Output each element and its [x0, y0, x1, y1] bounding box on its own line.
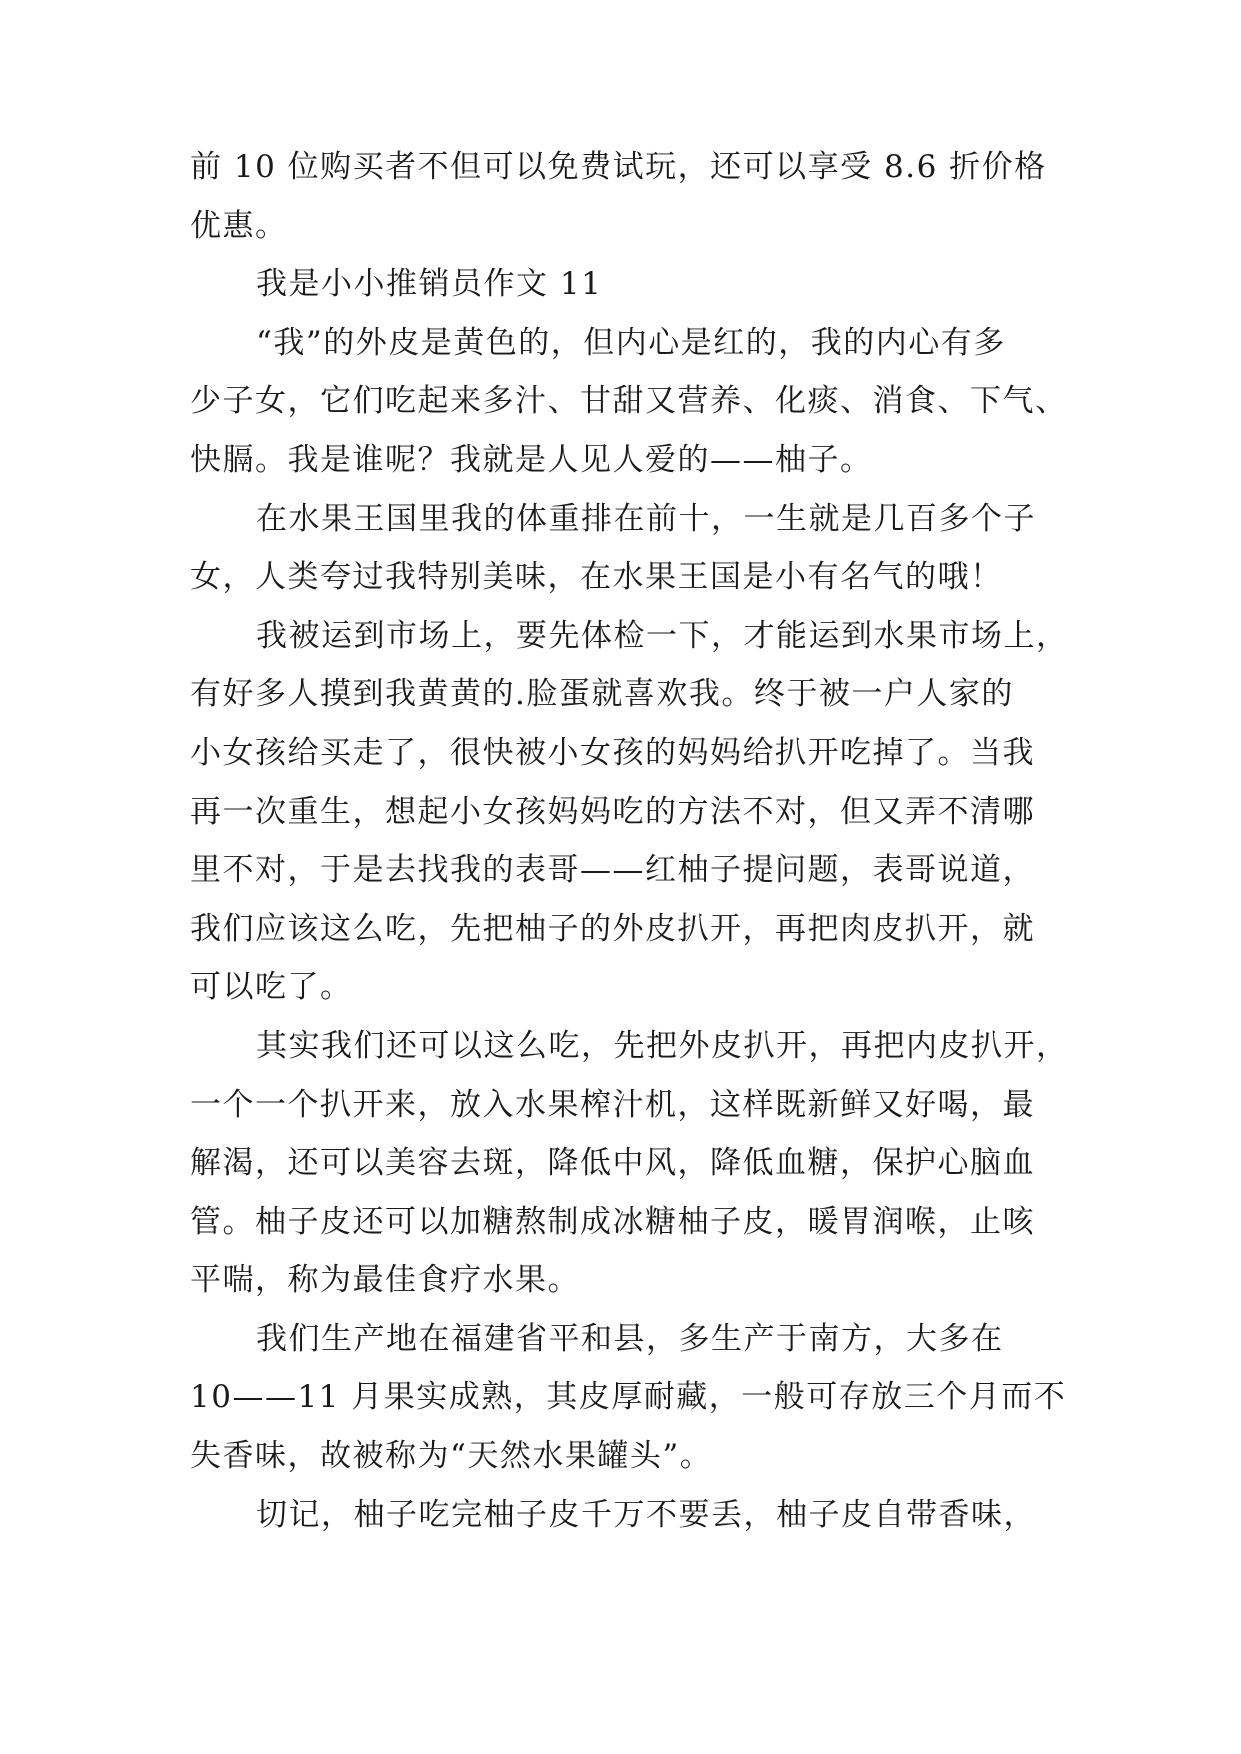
document-body: [190, 138, 1069, 1544]
text-line: 我被运到市场上，要先体检一下，才能运到水果市场上，: [256, 617, 1069, 654]
text-line: 快膈。我是谁呢？我就是人见人爱的——柚子。: [190, 441, 873, 478]
text-line: 解渴，还可以美容去斑，降低中风，降低血糖，保护心脑血: [190, 1145, 1035, 1182]
text-line: “我”的外皮是黄色的，但内心是红的，我的内心有多: [256, 324, 1006, 361]
text-line: 优惠。: [190, 207, 288, 244]
section-heading: 我是小小推销员作文 11: [256, 266, 603, 303]
text-line: 在水果王国里我的体重排在前十，一生就是几百多个子: [256, 500, 1036, 537]
text-line: 其实我们还可以这么吃，先把外皮扒开，再把内皮扒开，: [256, 1027, 1069, 1064]
text-line: 少子女，它们吃起来多汁、甘甜又营养、化痰、消食、下气、: [190, 383, 1068, 420]
text-line: 前 10 位购买者不但可以免费试玩，还可以享受 8.6 折价格: [190, 149, 1047, 185]
text-line: 我们应该这么吃，先把柚子的外皮扒开，再把肉皮扒开，就: [190, 910, 1035, 947]
text-line: 女，人类夸过我特别美味，在水果王国是小有名气的哦！: [190, 559, 1003, 596]
text-line: 再一次重生，想起小女孩妈妈吃的方法不对，但又弄不清哪: [190, 793, 1035, 830]
text-line: 切记，柚子吃完柚子皮千万不要丢，柚子皮自带香味，: [256, 1496, 1036, 1533]
text-line: 小女孩给买走了，很快被小女孩的妈妈给扒开吃掉了。当我: [190, 734, 1035, 771]
text-line: 平喘，称为最佳食疗水果。: [190, 1262, 580, 1299]
text-line: 10——11 月果实成熟，其皮厚耐藏，一般可存放三个月而不: [190, 1379, 1067, 1416]
text-line: 可以吃了。: [190, 969, 353, 1006]
text-line: 一个一个扒开来，放入水果榨汁机，这样既新鲜又好喝，最: [190, 1086, 1035, 1123]
text-line: 有好多人摸到我黄黄的.脸蛋就喜欢我。终于被一户人家的: [190, 676, 1014, 713]
text-line: 管。柚子皮还可以加糖熬制成冰糖柚子皮，暖胃润喉，止咳: [190, 1203, 1035, 1240]
text-line: 里不对，于是去找我的表哥——红柚子提问题，表哥说道，: [190, 852, 1035, 889]
text-line: 我们生产地在福建省平和县，多生产于南方，大多在: [256, 1320, 1004, 1357]
text-line: 失香味，故被称为“天然水果罐头”。: [190, 1438, 713, 1475]
